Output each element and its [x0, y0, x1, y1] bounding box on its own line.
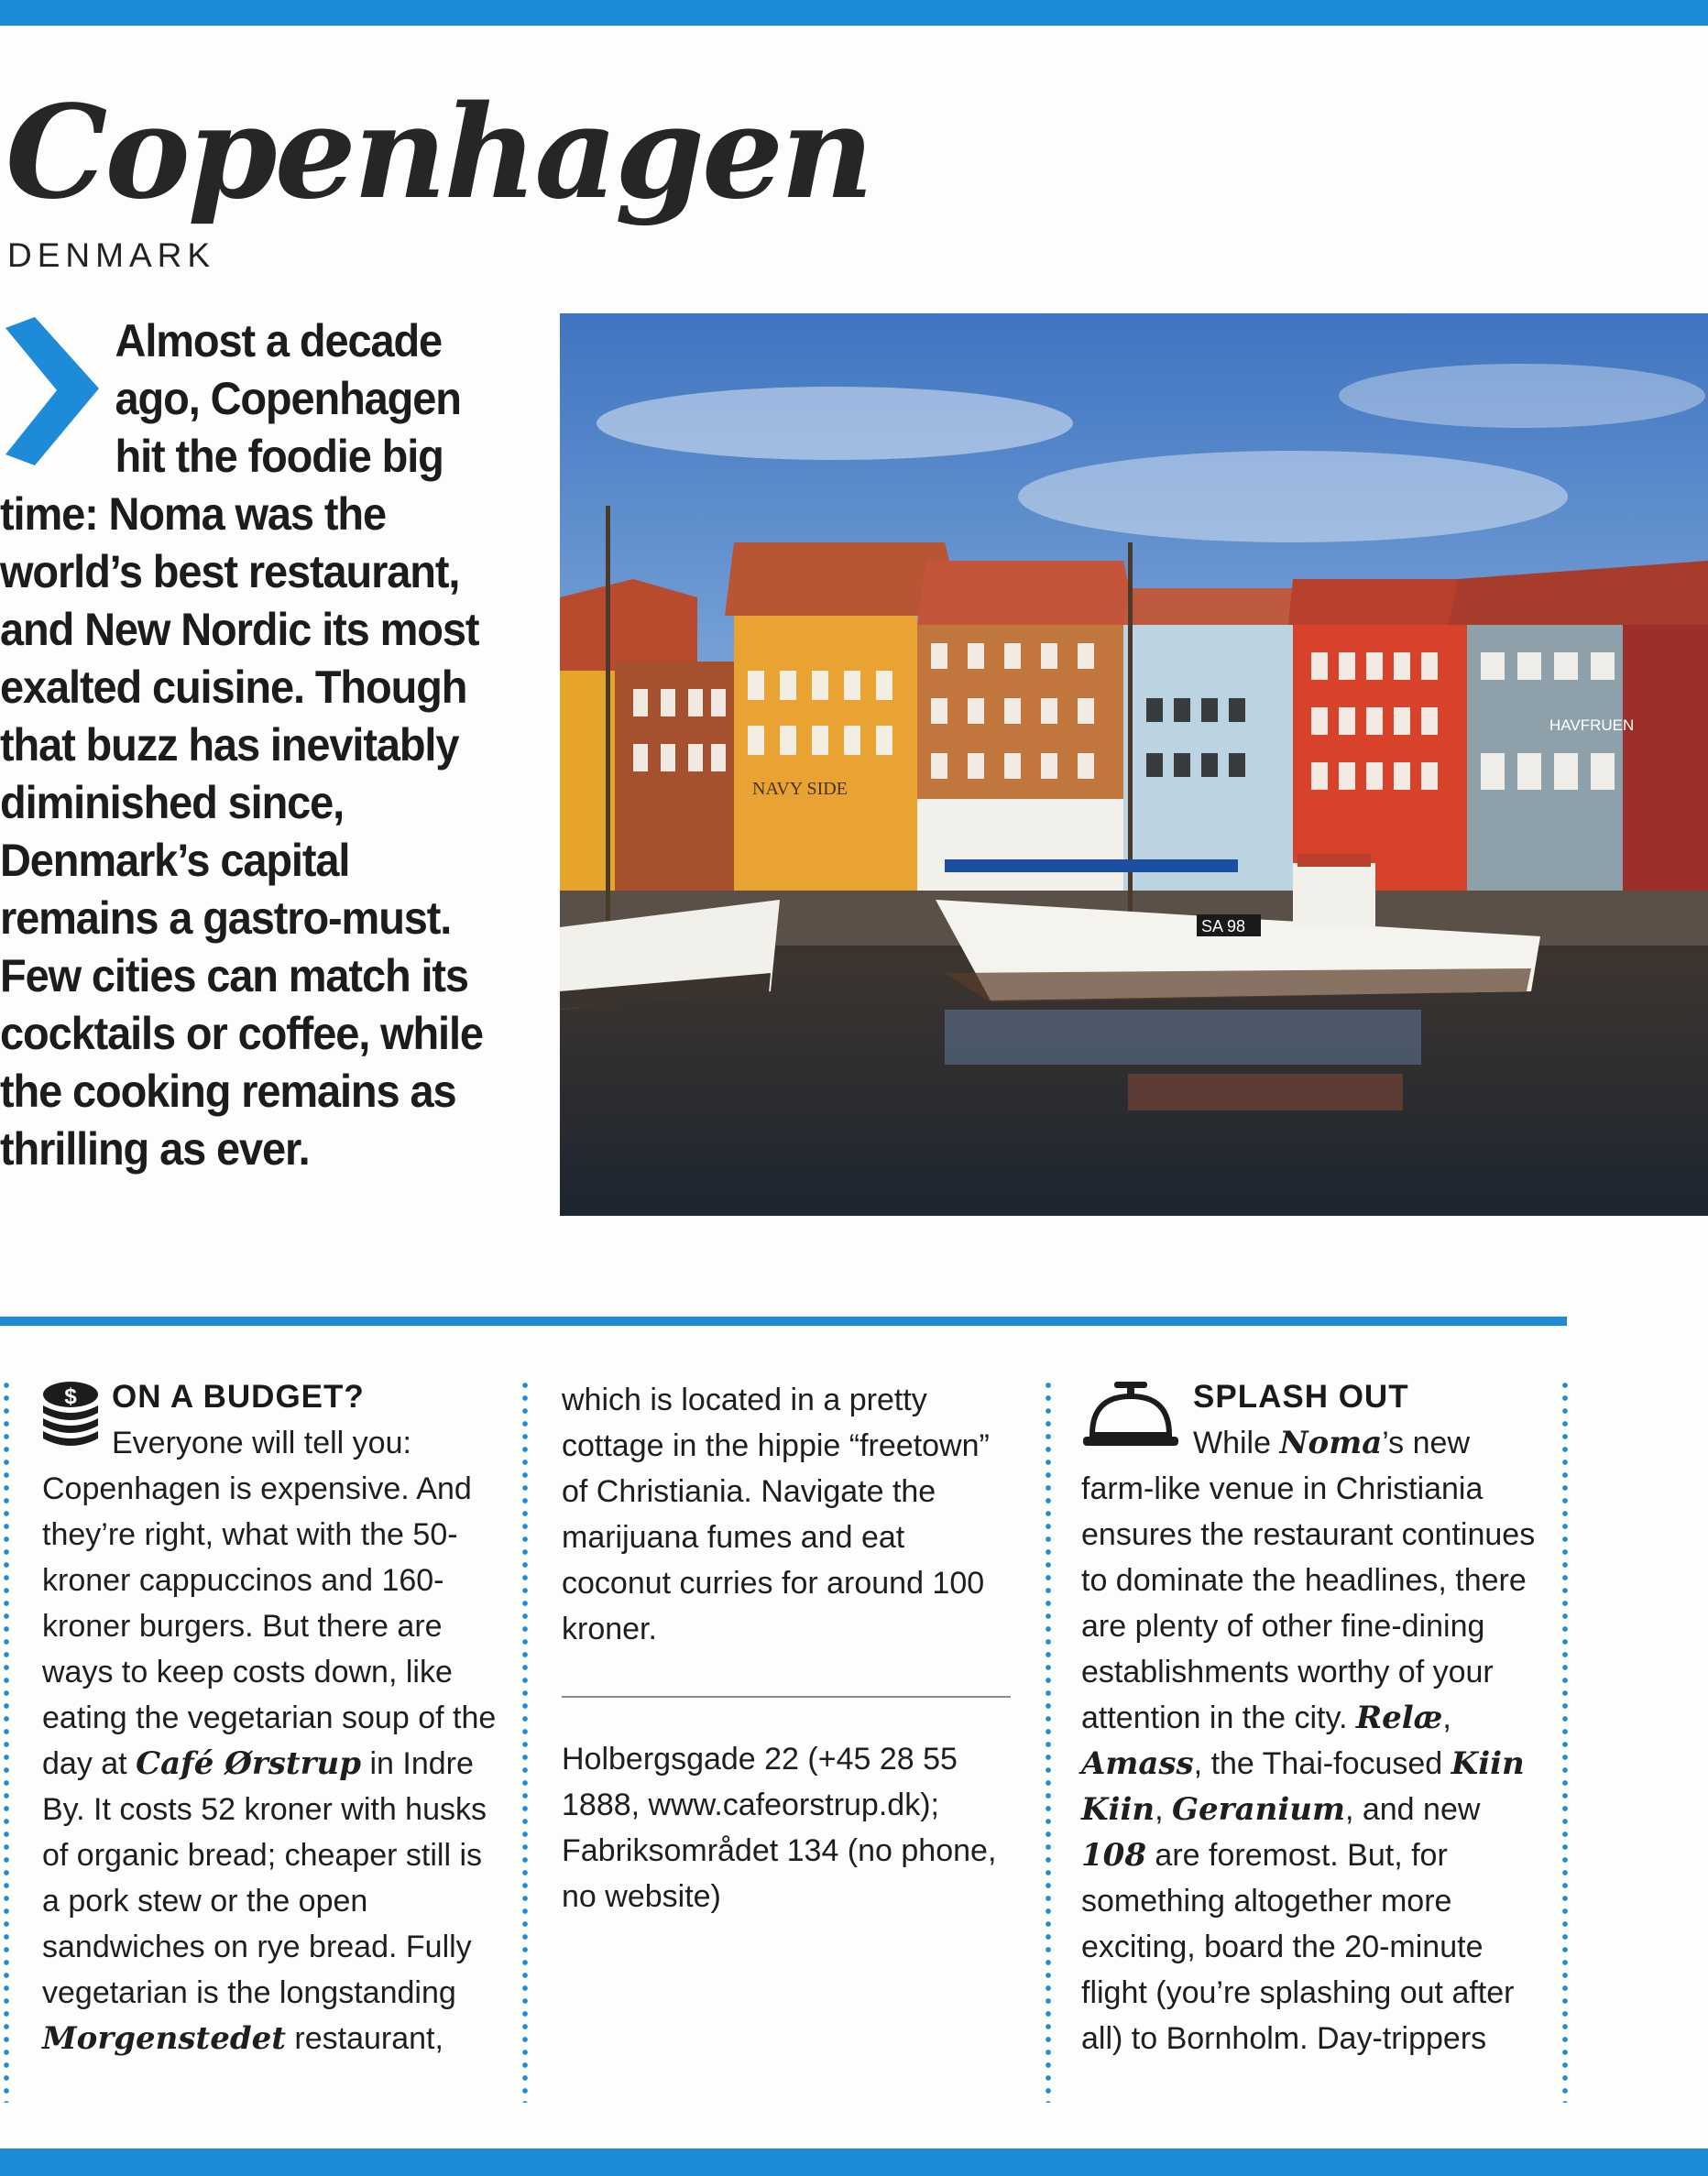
- venue-morgenstedet: Morgenstedet: [42, 2020, 286, 2057]
- top-accent-bar: [0, 0, 1708, 26]
- page-title: Copenhagen: [5, 78, 871, 228]
- splash-text-5: ,: [1155, 1792, 1173, 1827]
- splash-text-2: ’s new farm-like venue in Christiania ensures the restaurant continues to dominate the headlines, there are plenty of other fine-dining establishments worthy of your attention in the city.: [1081, 1426, 1536, 1735]
- venue-amass: Amass: [1081, 1745, 1194, 1782]
- sign-navy-side: NAVY SIDE: [752, 779, 848, 799]
- service-bell-icon: [1079, 1378, 1182, 1455]
- budget-text-1: Everyone will tell you: Copenhagen is expensive. And they’re right, what with the 50-kroner cappuccinos and 160-kroner burgers. But there are ways to keep costs down, like eating the vegetarian soup of the day at: [42, 1426, 497, 1781]
- budget-column: [42, 1374, 500, 2061]
- dotted-rule-left: [4, 1379, 9, 2103]
- dotted-rule-middle-left: [522, 1379, 528, 2103]
- address-separator: [562, 1696, 1011, 1698]
- section-divider: [0, 1317, 1567, 1326]
- budget-continued-column: [562, 1377, 1011, 1919]
- country-label: DENMARK: [7, 236, 216, 274]
- budget-address: Holbergsgade 22 (+45 28 55 1888, www.cafeorstrup.dk); Fabriksområdet 134 (no phone, no website): [562, 1742, 997, 1914]
- svg-text:$: $: [64, 1384, 77, 1409]
- splash-text-6: , and new: [1344, 1792, 1481, 1827]
- nyhavn-photo: [560, 313, 1708, 1216]
- venue-relae: Relæ: [1355, 1700, 1443, 1736]
- intro-paragraph: Almost a decade ago, Copenhagen hit the foodie big time: Noma was the world’s best restaurant, and New Nordic its most exalted cuisine. Though that buzz has inevitably diminished since, Denmark’s capital remains a gastro-must. Few cities can match its cocktails or coffee, while the cooking remains as thrilling as ever.: [0, 314, 483, 1175]
- venue-noma: Noma: [1279, 1425, 1383, 1461]
- splash-text-3: ,: [1442, 1700, 1451, 1735]
- venue-108: 108: [1081, 1837, 1146, 1874]
- dotted-rule-middle-right: [1046, 1379, 1051, 2103]
- splash-text-1: While: [1193, 1426, 1280, 1460]
- splash-heading: SPLASH OUT: [1193, 1379, 1409, 1415]
- budget-heading: ON A BUDGET?: [112, 1379, 365, 1415]
- venue-geranium: Geranium: [1172, 1791, 1345, 1828]
- splash-column: [1081, 1374, 1539, 2061]
- coin-stack-icon: [38, 1378, 103, 1449]
- intro-text-block: [0, 312, 494, 1177]
- venue-cafe-orstrup: Café Ørstrup: [136, 1745, 362, 1782]
- sign-havfruen: HAVFRUEN: [1549, 716, 1635, 734]
- splash-text-7: are foremost. But, for something altogether more exciting, board the 20-minute flight (you’re splashing out after all) to Bornholm. Day-trippers: [1081, 1838, 1515, 2056]
- dotted-rule-right: [1562, 1379, 1568, 2103]
- splash-paragraph: [1081, 1420, 1539, 2061]
- budget-text-3: restaurant,: [285, 2021, 443, 2056]
- bottom-accent-bar: [0, 2149, 1708, 2176]
- budget-continued-paragraph: which is located in a pretty cottage in the hippie “freetown” of Christiania. Navigate the marijuana fumes and eat coconut curries for around 100 kroner.: [562, 1383, 990, 1646]
- budget-text-2: in Indre By. It costs 52 kroner with husks of organic bread; cheaper still is a pork stew or the open sandwiches on rye bread. Fully vegetarian is the longstanding: [42, 1746, 487, 2010]
- splash-text-4: , the Thai-focused: [1193, 1746, 1451, 1781]
- boat-number: SA 98: [1201, 917, 1246, 935]
- venue-kiin-kiin: Kiin Kiin: [1081, 1745, 1525, 1828]
- budget-paragraph: [42, 1420, 500, 2061]
